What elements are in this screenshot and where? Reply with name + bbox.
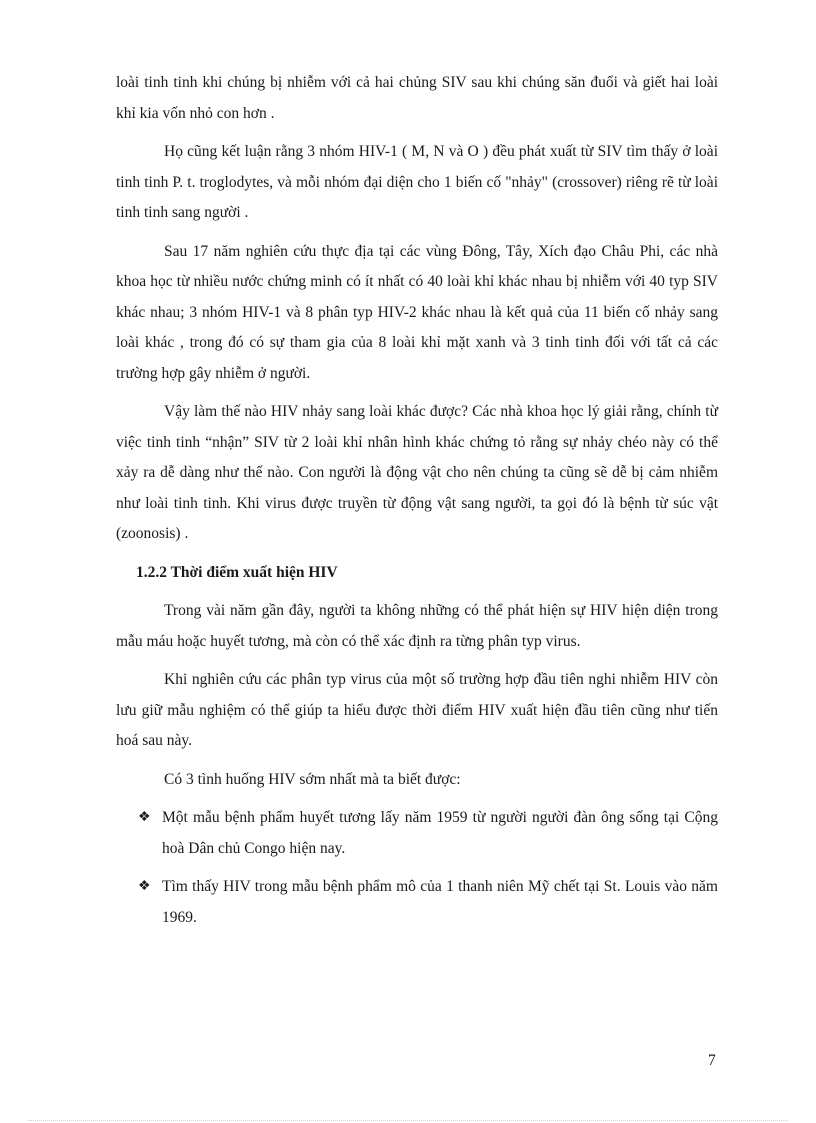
paragraph-cross-species: Vậy làm thế nào HIV nhảy sang loài khác được? Các nhà khoa học lý giải rằng, chính từ việc tinh tinh “nhận” SIV từ 2 loài khỉ nhân hình khác chứng tỏ rằng sự nhảy chéo này có thể xảy ra dễ dàng như thế nào. Con người là động vật cho nên chúng ta cũng sẽ dễ bị cảm nhiễm như loài tinh tinh. Khi virus được truyền từ động vật sang người, ta gọi đó là bệnh từ súc vật (zoonosis) . [116,403,718,542]
page-number: 7 [708,1052,716,1069]
paragraph-field-research: Sau 17 năm nghiên cứu thực địa tại các vùng Đông, Tây, Xích đạo Châu Phi, các nhà khoa học từ nhiều nước chứng minh có ít nhất có 40 loài khỉ khác nhau bị nhiễm với 40 typ SIV khác nhau; 3 nhóm HIV-1 và 8 phân typ HIV-2 khác nhau là kết quả của 11 biến cố nhảy sang loài khác , trong đó có sự tham gia của 8 loài khỉ mặt xanh và 3 tinh tinh đối với tất cả các trường hợp gây nhiễm ở người. [116,242,718,382]
list-item-text: Tìm thấy HIV trong mẫu bệnh phẩm mô của 1 thanh niên Mỹ chết tại St. Louis vào năm 1969. [162,878,718,926]
footer-divider [28,1120,788,1121]
paragraph-continuation: loài tinh tinh khi chúng bị nhiễm với cả hai chủng SIV sau khi chúng săn đuổi và giết hai loài khỉ kia vốn nhỏ con hơn . [116,74,718,122]
list-item-text: Một mẫu bệnh phẩm huyết tương lấy năm 1959 từ người người đàn ông sống tại Cộng hoà Dân chủ Congo hiện nay. [162,809,718,857]
paragraph-subtypes: Khi nghiên cứu các phân typ virus của một số trường hợp đầu tiên nghi nhiễm HIV còn lưu giữ mẫu nghiệm có thể giúp ta hiểu được thời điểm HIV xuất hiện đầu tiên cũng như tiến hoá sau này. [116,671,718,749]
paragraph-hiv1-groups: Họ cũng kết luận rằng 3 nhóm HIV-1 ( M, N và O ) đều phát xuất từ SIV tìm thấy ở loài tinh tinh P. t. troglodytes, và mỗi nhóm đại diện cho 1 biến cố "nhảy" (crossover) riêng rẽ từ loài tinh tinh sang người . [116,143,718,221]
section-heading: 1.2.2 Thời điểm xuất hiện HIV [136,563,338,581]
list-item [116,803,718,864]
paragraph-detection: Trong vài năm gần đây, người ta không những có thể phát hiện sự HIV hiện diện trong mẫu máu hoặc huyết tương, mà còn có thể xác định ra từng phân typ virus. [116,602,718,650]
page-body [116,68,718,941]
diamond-bullet-icon: ❖ [138,810,151,825]
diamond-bullet-icon: ❖ [138,879,151,894]
list-item [116,872,718,933]
paragraph-early-cases-intro: Có 3 tình huống HIV sớm nhất mà ta biết được: [164,770,461,788]
